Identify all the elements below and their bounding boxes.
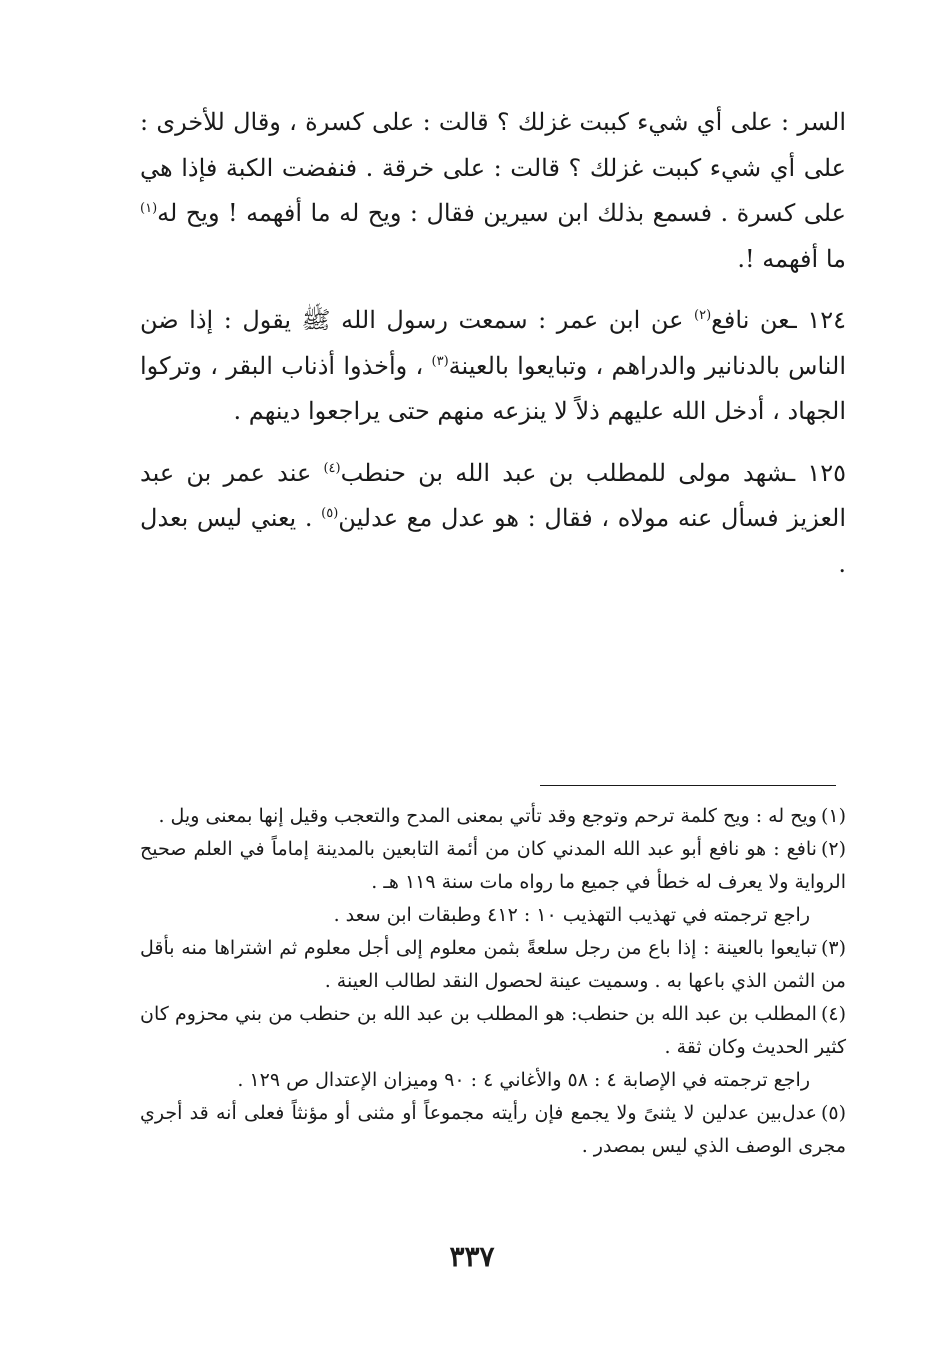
narration-text: . يعني ليس بعدل . bbox=[140, 504, 846, 578]
footnote-text: ويح له : ويح كلمة ترحم وتوجع وقد تأتي بمعنى المدح والتعجب وقيل إنها بمعنى ويل . bbox=[158, 805, 817, 827]
footnote-ref-5[interactable]: (٥) bbox=[321, 506, 339, 521]
footnote-number: (١) bbox=[820, 805, 846, 827]
footnote-number: (٤) bbox=[820, 1003, 846, 1025]
page-number: ٣٣٧ bbox=[449, 1240, 495, 1273]
footnote-1 bbox=[140, 800, 846, 833]
footnote-2 bbox=[140, 833, 846, 899]
footnote-ref-3[interactable]: (٣) bbox=[431, 353, 449, 369]
paragraph-1 bbox=[140, 100, 846, 282]
paragraph-text-tail: ما أفهمه !. bbox=[737, 244, 846, 273]
footnote-text: تبايعوا بالعينة : إذا باع من رجل سلعةً بثمن معلوم إلى أجل معلوم ثم اشتراها منه بأقل من الثمن الذي باعها به . وسميت عينة لحصول النقد لطالب العينة . bbox=[140, 937, 846, 992]
narration-number: ١٢٤ ـ bbox=[789, 306, 847, 334]
footnote-ref-2[interactable]: (٢) bbox=[694, 308, 712, 323]
footnote-number: (٣) bbox=[820, 937, 846, 959]
footnote-text: نافع : هو نافع أبو عبد الله المدني كان من أئمة التابعين بالمدينة إماماً في العلم صحيح الرواية ولا يعرف له خطأ في جميع ما رواه مات سنة ١١٩ هـ . bbox=[140, 838, 846, 893]
narration-124 bbox=[140, 298, 846, 435]
narration-125 bbox=[140, 451, 846, 588]
footnote-4-reference: راجع ترجمته في الإصابة ٤ : ٥٨ والأغاني ٤ : ٩٠ وميزان الإعتدال ص ١٢٩ . bbox=[237, 1069, 810, 1091]
footnotes bbox=[140, 800, 846, 1163]
footnote-2-reference: راجع ترجمته في تهذيب التهذيب ١٠ : ٤١٢ وطبقات ابن سعد . bbox=[333, 904, 810, 926]
footnote-number: (٥) bbox=[820, 1102, 846, 1124]
narration-number: ١٢٥ ـ bbox=[788, 458, 846, 487]
footnote-3 bbox=[140, 932, 846, 998]
footnote-number: (٢) bbox=[820, 838, 846, 860]
footnote-ref-4[interactable]: (٤) bbox=[323, 460, 341, 476]
narration-text: ، وأخذوا أذناب البقر ، وتركوا الجهاد ، أدخل الله عليهم ذلاً لا ينزعه منهم حتى يراجعوا دينهم . bbox=[140, 351, 846, 425]
footnote-4 bbox=[140, 998, 846, 1064]
footnote-text: المطلب بن عبد الله بن حنطب: هو المطلب بن عبد الله بن حنطب من بني محزوم كان كثير الحديث وكان ثقة . bbox=[140, 1003, 846, 1058]
narration-text: عند عمر بن عبد العزيز فسأل عنه مولاه ، فقال : هو عدل مع عدلين bbox=[140, 458, 846, 532]
narration-text: عن ابن عمر : سمعت رسول الله ﷺ يقول : إذا ضن الناس بالدنانير والدراهم ، وتبايعوا بالعينة bbox=[140, 306, 846, 380]
narration-text: شهد مولى للمطلب بن عبد الله بن حنطب bbox=[340, 458, 789, 487]
footnote-ref-1[interactable]: (١) bbox=[140, 201, 158, 216]
narration-text: عن نافع bbox=[711, 306, 790, 334]
main-text bbox=[140, 100, 846, 587]
footnote-5 bbox=[140, 1097, 846, 1163]
footnote-text: عدل‌بين عدلين لا يثنىً ولا يجمع فإن رأيته مجموعاً أو مثنى أو مؤنثاً فعلى أنه قد أجري مجرى الوصف الذي ليس بمصدر . bbox=[140, 1102, 846, 1157]
paragraph-text: السر : على أي شيء كببت غزلك ؟ قالت : على كسرة ، وقال للأخرى : على أي شيء كببت غزلك ؟ قالت : على خرقة . فنفضت الكبة فإذا هي على كسرة . فسمع بذلك ابن سيرين فقال : ويح له ما أفهمه ! ويح له bbox=[140, 108, 846, 227]
footnote-divider bbox=[540, 785, 836, 786]
